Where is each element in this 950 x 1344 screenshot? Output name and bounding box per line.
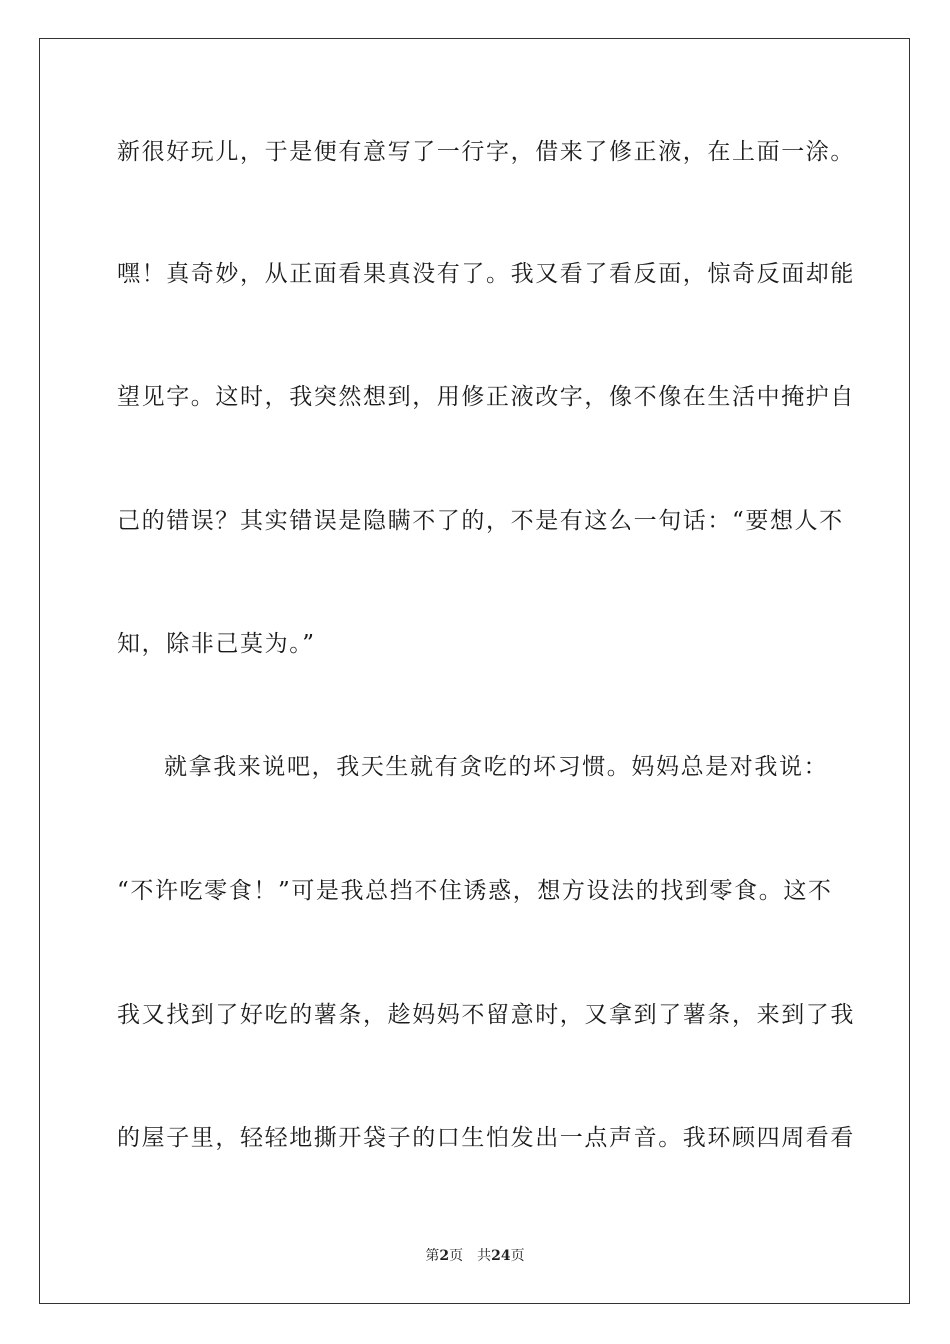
- page-footer: [0, 1247, 950, 1265]
- paragraph-line-8: 我又找到了好吃的薯条，趁妈妈不留意时，又拿到了薯条，来到了我: [117, 1002, 855, 1028]
- page-total: 24: [491, 1248, 511, 1264]
- paragraph-line-5: 知，除非己莫为。”: [117, 631, 316, 657]
- paragraph-line-3: 望见字。这时，我突然想到，用修正液改字，像不像在生活中掩护自: [117, 384, 855, 410]
- paragraph-line-2: 嘿！真奇妙，从正面看果真没有了。我又看了看反面，惊奇反面却能: [117, 261, 855, 287]
- paragraph-line-1: 新很好玩儿，于是便有意写了一行字，借来了修正液，在上面一涂。: [117, 139, 855, 165]
- page-prefix: 第: [425, 1248, 440, 1264]
- paragraph-line-6: 就拿我来说吧，我天生就有贪吃的坏习惯。妈妈总是对我说：: [164, 754, 829, 780]
- total-suffix: 页: [510, 1248, 525, 1264]
- paragraph-line-7: “不许吃零食！”可是我总挡不住诱惑，想方设法的找到零食。这不: [117, 878, 833, 904]
- paragraph-line-4: 己的错误？其实错误是隐瞒不了的，不是有这么一句话：“要想人不: [117, 508, 844, 534]
- page-suffix: 页: [449, 1248, 464, 1264]
- page-border: [39, 38, 910, 1304]
- total-prefix: 共: [477, 1248, 492, 1264]
- page-current: 2: [439, 1248, 450, 1264]
- paragraph-line-9: 的屋子里，轻轻地撕开袋子的口生怕发出一点声音。我环顾四周看看: [117, 1125, 855, 1151]
